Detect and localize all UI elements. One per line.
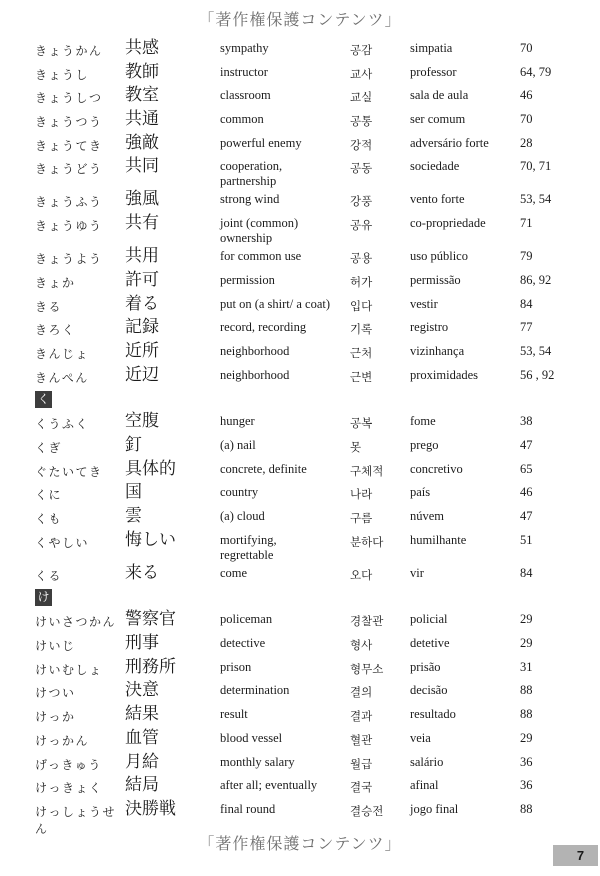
vocab-row [35,38,600,62]
page-references-cell: 56 , 92 [520,367,555,382]
kanji-cell: 空腹 [125,411,159,431]
english-cell: joint (common) ownership [220,216,299,246]
reading-cell: けっか [35,710,76,725]
vocab-row [35,62,600,86]
portuguese-cell: vento forte [410,192,465,207]
english-cell: blood vessel [220,730,283,745]
portuguese-cell: país [410,485,431,500]
page-references-cell: 29 [520,636,533,651]
page-references-cell: 29 [520,612,533,627]
vocab-row [35,775,600,799]
english-cell: result [220,707,248,722]
english-cell: (a) nail [220,437,256,452]
korean-cell: 오다 [350,569,373,582]
portuguese-cell: detetive [410,636,450,651]
reading-cell: くる [35,568,63,583]
copyright-watermark-footer: 「著作権保護コンテンツ」 [198,836,402,853]
korean-cell: 형무소 [350,663,384,676]
korean-cell: 결승전 [350,805,384,818]
reading-cell: きょうてき [35,138,103,153]
reading-cell: くぎ [35,440,63,455]
portuguese-cell: ser comum [410,112,466,127]
portuguese-cell: núvem [410,509,445,523]
section-marker: け [35,589,52,606]
portuguese-cell: prego [410,437,439,452]
kanji-cell: 雲 [125,506,142,525]
page-references-cell: 36 [520,754,533,769]
korean-cell: 결과 [350,711,373,724]
korean-cell: 기록 [350,324,373,337]
portuguese-cell: vizinhança [410,343,465,358]
reading-cell: けつい [35,686,76,701]
kanji-cell: 血管 [125,727,159,747]
english-cell: monthly salary [220,754,295,769]
reading-cell: きる [35,299,63,314]
kanji-cell: 教師 [125,61,159,81]
reading-cell: きょか [35,275,76,290]
portuguese-cell: concretivo [410,461,463,476]
page-number-tab: 7 [553,845,598,866]
korean-cell: 강풍 [350,196,373,209]
page-references-cell: 46 [520,485,533,500]
reading-cell: くも [35,512,63,526]
english-cell: strong wind [220,192,280,207]
vocab-row [35,109,600,133]
page-references-cell: 70 [520,41,533,55]
vocab-row [35,189,600,213]
english-cell: concrete, definite [220,461,307,476]
portuguese-cell: professor [410,64,457,79]
korean-cell: 형사 [350,640,373,653]
kanji-cell: 共通 [125,109,159,129]
kanji-cell: 着る [125,293,159,313]
korean-cell: 월급 [350,758,373,771]
portuguese-cell: registro [410,320,449,335]
reading-cell: きょうよう [35,252,103,267]
page-references-cell: 88 [520,801,533,816]
korean-cell: 공유 [350,220,373,233]
reading-cell: けっきょく [35,781,103,796]
reading-cell: きょうしつ [35,91,103,106]
kanji-cell: 具体的 [125,458,176,478]
kanji-cell: 決勝戦 [125,798,176,818]
kanji-cell: 強風 [125,189,159,209]
section-header-row [35,586,600,609]
english-cell: country [220,485,259,500]
reading-cell: きょうつう [35,115,103,130]
kanji-cell: 共同 [125,156,159,176]
portuguese-cell: vestir [410,296,438,311]
kanji-cell: 警察官 [125,609,176,629]
vocab-row [35,482,600,506]
kanji-cell: 近所 [125,340,159,360]
korean-cell: 공동 [350,163,373,176]
korean-cell: 강적 [350,139,373,152]
kanji-cell: 結局 [125,775,159,795]
reading-cell: げっきゅう [35,757,102,772]
vocab-row [35,294,600,318]
vocab-row [35,411,600,435]
portuguese-cell: permissão [410,272,461,287]
section-header-row [35,388,600,411]
reading-cell: きんじょ [35,346,90,361]
portuguese-cell: prisão [410,659,441,674]
english-cell: powerful enemy [220,135,302,150]
vocab-row [35,85,600,109]
reading-cell: けいじ [35,639,76,654]
vocab-row [35,246,600,270]
korean-cell: 입다 [350,300,373,313]
vocab-row [35,657,600,681]
kanji-cell: 記録 [125,317,159,337]
kanji-cell: 共感 [125,38,159,57]
page-references-cell: 70 [520,112,533,127]
portuguese-cell: humilhante [410,532,467,547]
kanji-cell: 刑事 [125,633,159,653]
korean-cell: 공통 [350,116,373,129]
english-cell: record, recording [220,320,307,335]
vocab-row [35,704,600,728]
vocab-row [35,633,600,657]
english-cell: policeman [220,612,273,627]
english-cell: put on (a shirt/ a coat) [220,296,331,311]
vocab-row [35,213,600,246]
korean-cell: 나라 [350,489,373,502]
portuguese-cell: co-propriedade [410,216,486,231]
page-references-cell: 47 [520,437,533,452]
page-references-cell: 84 [520,296,533,311]
reading-cell: くに [35,488,63,503]
page-references-cell: 38 [520,414,533,429]
english-cell: neighborhood [220,343,290,358]
portuguese-cell: jogo final [410,801,459,816]
korean-cell: 근변 [350,371,373,384]
page-references-cell: 36 [520,778,533,793]
english-cell: mortifying, regrettable [220,532,277,562]
portuguese-cell: salário [410,754,444,769]
vocab-row [35,728,600,752]
vocab-row [35,156,600,189]
english-cell: classroom [220,88,271,103]
page-references-cell: 46 [520,88,533,103]
vocab-row [35,459,600,483]
vocab-row [35,270,600,294]
english-cell: prison [220,659,252,674]
page-references-cell: 84 [520,565,533,580]
kanji-cell: 結果 [125,704,159,724]
page-references-cell: 51 [520,532,533,547]
page-references-cell: 88 [520,707,533,722]
korean-cell: 결의 [350,687,373,700]
portuguese-cell: sala de aula [410,88,469,103]
kanji-cell: 釘 [125,434,142,454]
vocab-row [35,317,600,341]
page-references-cell: 88 [520,683,533,698]
page-references-cell: 28 [520,135,533,150]
copyright-watermark-header: 「著作権保護コンテンツ」 [198,12,402,29]
vocab-row [35,506,600,530]
korean-cell: 경찰관 [350,616,384,629]
section-marker: く [35,391,52,408]
kanji-cell: 許可 [125,269,159,289]
kanji-cell: 来る [125,562,159,582]
english-cell: permission [220,272,275,287]
portuguese-cell: policial [410,612,448,627]
kanji-cell: 国 [125,482,142,502]
kanji-cell: 悔しい [125,529,176,549]
english-cell: common [220,112,264,127]
korean-cell: 교실 [350,92,373,105]
korean-cell: 구름 [350,513,373,525]
english-cell: neighborhood [220,367,290,382]
korean-cell: 결국 [350,782,373,795]
page-references-cell: 65 [520,461,533,476]
portuguese-cell: vir [410,565,424,580]
vocab-row [35,133,600,157]
english-cell: instructor [220,64,268,79]
page-references-cell: 77 [520,320,533,335]
page-references-cell: 79 [520,249,533,264]
kanji-cell: 刑務所 [125,656,176,676]
english-cell: hunger [220,414,255,429]
vocab-row [35,341,600,365]
portuguese-cell: sociedade [410,159,460,174]
page-references-cell: 70, 71 [520,159,552,174]
korean-cell: 근처 [350,347,373,360]
korean-cell: 분하다 [350,536,384,549]
reading-cell: くうふく [35,417,90,432]
reading-cell: けっしょうせん [35,804,117,836]
page-references-cell: 47 [520,509,533,523]
page-references-cell: 71 [520,216,533,231]
reading-cell: ぐたいてき [35,464,103,479]
portuguese-cell: uso público [410,249,468,264]
vocab-row [35,752,600,776]
english-cell: after all; eventually [220,778,318,793]
page-references-cell: 53, 54 [520,192,552,207]
vocab-row [35,435,600,459]
korean-cell: 교사 [350,68,373,81]
korean-cell: 공감 [350,45,373,57]
korean-cell: 공복 [350,418,373,431]
korean-cell: 구체적 [350,465,384,478]
reading-cell: けっかん [35,733,90,748]
english-cell: sympathy [220,41,269,55]
page-references-cell: 31 [520,659,533,674]
portuguese-cell: veia [410,730,431,745]
page-references-cell: 29 [520,730,533,745]
korean-cell: 공용 [350,253,373,266]
reading-cell: けいさつかん [35,615,117,630]
vocab-row [35,680,600,704]
vocab-row [35,609,600,633]
portuguese-cell: proximidades [410,367,479,382]
reading-cell: きょうゆう [35,219,103,234]
reading-cell: くやしい [35,535,90,550]
english-cell: final round [220,801,276,816]
korean-cell: 허가 [350,276,373,289]
english-cell: (a) cloud [220,509,265,523]
english-cell: come [220,565,248,580]
portuguese-cell: resultado [410,707,456,722]
portuguese-cell: simpatia [410,41,453,55]
korean-cell: 못 [350,441,362,454]
kanji-cell: 決意 [125,680,159,700]
vocab-row [35,563,600,587]
kanji-cell: 共有 [125,213,159,233]
reading-cell: きろく [35,323,76,338]
korean-cell: 혈관 [350,734,373,747]
page-references-cell: 86, 92 [520,272,552,287]
reading-cell: けいむしょ [35,662,103,677]
english-cell: determination [220,683,290,698]
english-cell: cooperation, partnership [220,159,283,189]
reading-cell: きょうかん [35,44,103,58]
page-references-cell: 64, 79 [520,64,552,79]
english-cell: for common use [220,249,302,264]
reading-cell: きんぺん [35,370,89,385]
reading-cell: きょうし [35,67,90,82]
vocabulary-table [35,38,600,837]
portuguese-cell: adversário forte [410,135,489,150]
kanji-cell: 強敵 [125,132,159,152]
kanji-cell: 共用 [125,246,159,266]
page-references-cell: 53, 54 [520,343,552,358]
kanji-cell: 近辺 [125,364,159,384]
kanji-cell: 教室 [125,85,159,105]
portuguese-cell: decisão [410,683,448,698]
portuguese-cell: afinal [410,778,439,793]
portuguese-cell: fome [410,414,436,429]
vocab-row [35,365,600,389]
reading-cell: きょうどう [35,162,103,177]
english-cell: detective [220,636,266,651]
reading-cell: きょうふう [35,195,103,210]
kanji-cell: 月給 [125,751,159,771]
vocab-row [35,530,600,563]
